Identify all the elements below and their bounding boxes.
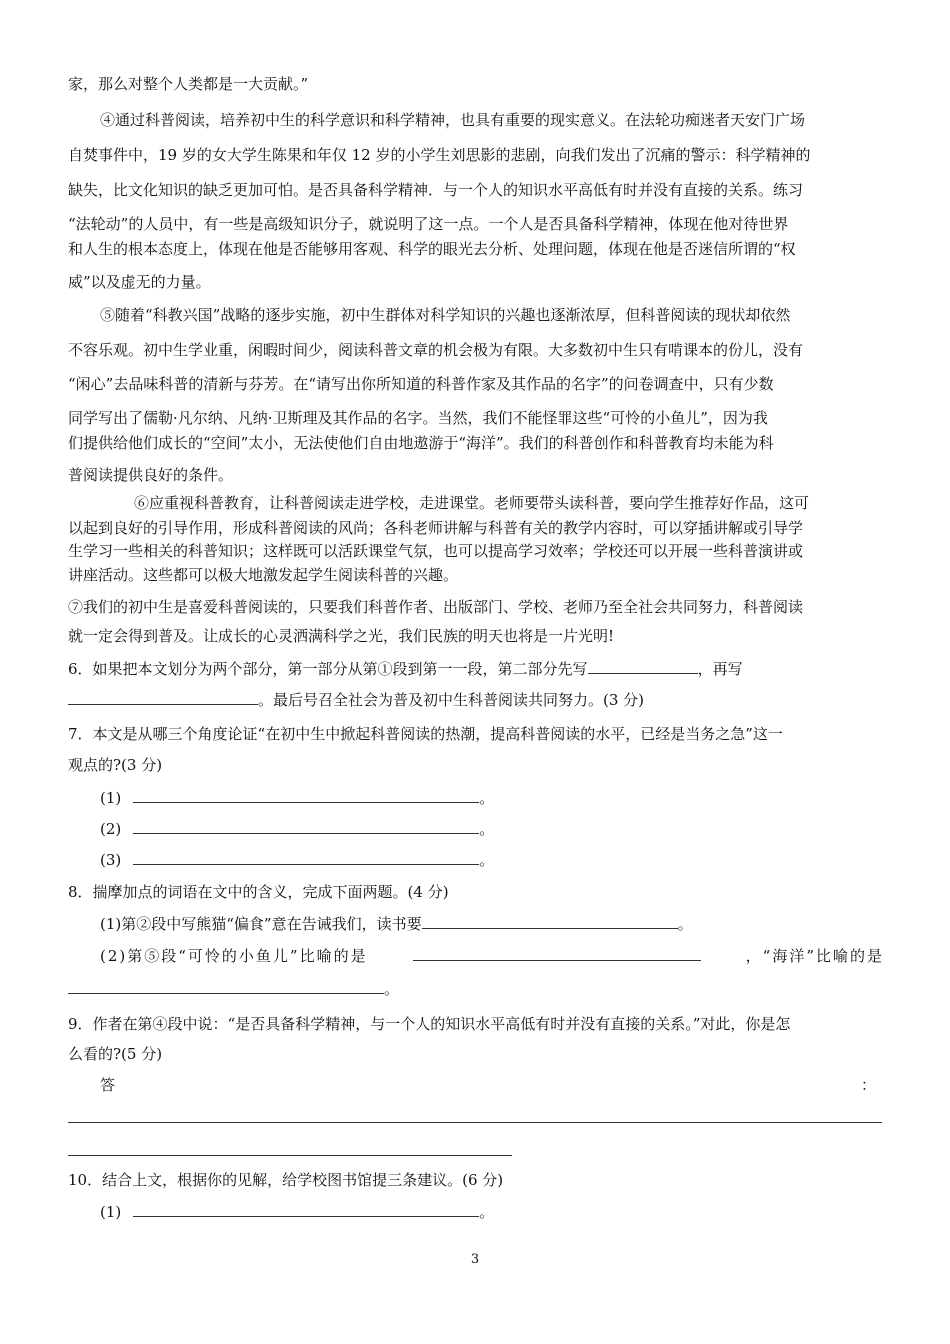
para5-line: 不容乐观。初中生学业重，闲暇时间少，阅读科普文章的机会极为有限。大多数初中生只有啃课本的份儿，没有 — [68, 341, 804, 359]
q8-sub2-cont — [68, 979, 884, 999]
q7-line2: 观点的?(3 分) — [68, 756, 163, 774]
q6-blank-2[interactable] — [68, 690, 258, 705]
para5-line: ⑤随着“科教兴国”战略的逐步实施，初中生群体对科学知识的兴趣也逐渐浓厚，但科普阅读的现状却依然 — [100, 306, 791, 324]
q8-sub2 — [100, 946, 884, 966]
q6-line2 — [68, 690, 884, 710]
q7-blank-2[interactable] — [133, 819, 479, 834]
q6-text: ，再写 — [697, 660, 743, 678]
q9-answer-row — [100, 1075, 876, 1095]
q8-sub1-end: 。 — [677, 915, 693, 933]
q9-line2: 么看的?(5 分) — [68, 1045, 163, 1063]
para4-line: “法轮动”的人员中，有一些是高级知识分子，就说明了这一点。一个人是否具备科学精神，体现在他对待世界 — [68, 215, 789, 233]
q9-answer-colon: ： — [860, 1076, 876, 1094]
q6-line1 — [68, 659, 884, 679]
q7-item-label: (3) — [100, 851, 122, 869]
para6-line: ⑥应重视科普教育，让科普阅读走进学校，走进课堂。老师要带头读科普，要向学生推荐好作品，这可 — [134, 494, 810, 512]
q7-blank-3[interactable] — [133, 850, 479, 865]
q7-answer-1 — [100, 788, 884, 808]
q10-answer-1 — [100, 1202, 884, 1222]
q8-blank-1[interactable] — [422, 914, 678, 929]
para4-line: ④通过科普阅读，培养初中生的科学意识和科学精神，也具有重要的现实意义。在法轮功痴迷者天安门广场 — [100, 111, 806, 129]
para4-line: 缺失，比文化知识的缺乏更加可怕。是否具备科学精神．与一个人的知识水平高低有时并没有直接的关系。练习 — [68, 181, 804, 199]
q10-line1: 10．结合上文，根据你的见解，给学校图书馆提三条建议。(6 分) — [68, 1171, 504, 1189]
para6-line: 讲座活动。这些都可以极大地激发起学生阅读科普的兴趣。 — [68, 566, 459, 584]
para6-line: 生学习一些相关的科普知识；这样既可以活跃课堂气氛，也可以提高学习效率；学校还可以开展一些科普演讲或 — [68, 542, 804, 560]
para7-line: ⑦我们的初中生是喜爱科普阅读的，只要我们科普作者、出版部门、学校、老师乃至全社会共同努力，科普阅读 — [68, 598, 804, 616]
q10-blank-1[interactable] — [133, 1202, 479, 1217]
q10-item-label: (1) — [100, 1203, 122, 1221]
q7-blank-1[interactable] — [133, 788, 479, 803]
q9-answer-label: 答 — [100, 1076, 116, 1094]
q7-item-label: (1) — [100, 789, 122, 807]
para4-line: 自焚事件中，19 岁的女大学生陈果和年仅 12 岁的小学生刘思影的悲剧，向我们发出了沉痛的警示：科学精神的 — [68, 146, 811, 164]
para3-tail: 家，那么对整个人类都是一大贡献。” — [68, 75, 309, 93]
q8-sub2-text: (2)第⑤段“可怜的小鱼儿”比喻的是 — [100, 947, 368, 965]
para7-line: 就一定会得到普及。让成长的心灵洒满科学之光，我们民族的明天也将是一片光明! — [68, 627, 615, 645]
q7-item-end: 。 — [479, 789, 495, 807]
q9-line1: 9．作者在第④段中说：“是否具备科学精神，与一个人的知识水平高低有时并没有直接的关系。”对此，你是怎 — [68, 1015, 791, 1033]
q8-sub1 — [100, 914, 884, 934]
para5-line: “闲心”去品味科普的清新与芬芳。在“请写出你所知道的科普作家及其作品的名字”的问卷调查中，只有少数 — [68, 375, 774, 393]
q10-item-end: 。 — [479, 1203, 495, 1221]
q9-answer-line-1[interactable] — [68, 1122, 882, 1123]
q7-line1: 7．本文是从哪三个角度论证“在初中生中掀起科普阅读的热潮，提高科普阅读的水平，已经是当务之急”这一 — [68, 725, 783, 743]
q8-line1: 8．揣摩加点的词语在文中的含义，完成下面两题。(4 分) — [68, 883, 449, 901]
para6-line: 以起到良好的引导作用，形成科普阅读的风尚；各科老师讲解与科普有关的教学内容时，可以穿插讲解或引导学 — [68, 519, 804, 537]
para4-line: 和人生的根本态度上，体现在他是否能够用客观、科学的眼光去分析、处理问题，体现在他是否迷信所谓的“权 — [68, 240, 796, 258]
q7-item-label: (2) — [100, 820, 122, 838]
q8-sub1-text: (1)第②段中写熊猫“偏食”意在告诫我们，读书要 — [100, 915, 422, 933]
q7-answer-2 — [100, 819, 884, 839]
q8-sub2-text: ，“海洋”比喻的是 — [745, 947, 884, 965]
q7-item-end: 。 — [479, 820, 495, 838]
q9-answer-line-2[interactable] — [68, 1155, 512, 1156]
q7-answer-3 — [100, 850, 884, 870]
para4-line: 威”以及虚无的力量。 — [68, 273, 211, 291]
q7-item-end: 。 — [479, 851, 495, 869]
q8-sub2-end: 。 — [384, 980, 400, 998]
q6-blank-1[interactable] — [588, 659, 698, 674]
q8-blank-3[interactable] — [68, 979, 384, 994]
para5-line: 普阅读提供良好的条件。 — [68, 466, 234, 484]
para5-line: 们提供给他们成长的“空间”太小，无法使他们自由地遨游于“海洋”。我们的科普创作和科普教育均未能为科 — [68, 434, 774, 452]
page-number: 3 — [470, 1252, 480, 1267]
q6-text: 6．如果把本文划分为两个部分，第一部分从第①段到第一一段，第二部分先写 — [68, 660, 588, 678]
q6-text: 。最后号召全社会为普及初中生科普阅读共同努力。(3 分) — [258, 691, 645, 709]
q8-blank-2[interactable] — [413, 946, 701, 961]
para5-line: 同学写出了儒勒·凡尔纳、凡纳·卫斯理及其作品的名字。当然，我们不能怪罪这些“可怜的小鱼儿”，因为我 — [68, 409, 768, 427]
